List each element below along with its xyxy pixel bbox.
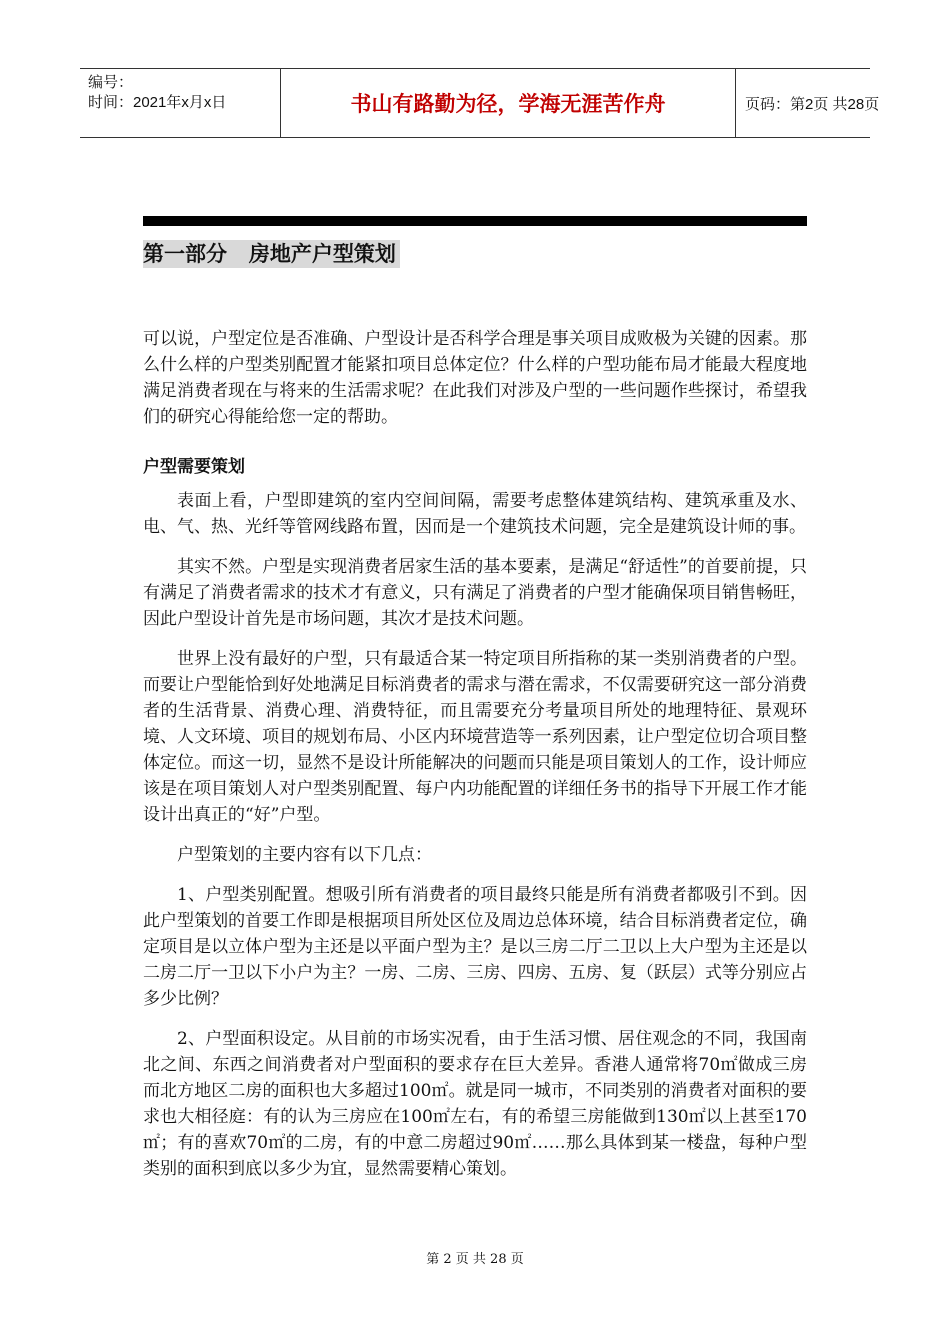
section-title: 户型需要策划 <box>143 457 245 477</box>
paragraph-2: 其实不然。户型是实现消费者居家生活的基本要素，是满足“舒适性”的首要前提，只有满足了消费者需求的技术才有意义，只有满足了消费者的户型才能确保项目销售畅旺，因此户型设计首先是市场问题，其次才是技术问题。 <box>143 557 807 629</box>
document-body <box>143 326 807 1182</box>
header-meta <box>80 69 280 137</box>
page-header <box>80 68 880 138</box>
paragraph-6: 2、户型面积设定。从目前的市场实况看，由于生活习惯、居住观念的不同，我国南北之间、东西之间消费者对户型面积的要求存在巨大差异。香港人通常将70㎡做成三房而北方地区二房的面积也大多超过100㎡。就是同一城市，不同类别的消费者对面积的要求也大相径庭：有的认为三房应在100㎡左右，有的希望三房能做到130㎡以上甚至170㎡；有的喜欢70㎡的二房，有的中意二房超过90㎡……那么具体到某一楼盘，每种户型类别的面积到底以多少为宜，显然需要精心策划。 <box>143 1029 807 1179</box>
paragraph-4: 户型策划的主要内容有以下几点： <box>177 845 432 865</box>
intro-paragraph: 可以说，户型定位是否准确、户型设计是否科学合理是事关项目成败极为关键的因素。那么什么样的户型类别配置才能紧扣项目总体定位？什么样的户型功能布局才能最大程度地满足消费者现在与将来的生活需求呢？在此我们对涉及户型的一些问题作些探讨，希望我们的研究心得能给您一定的帮助。 <box>143 329 807 427</box>
paragraph-1: 表面上看，户型即建筑的室内空间间隔，需要考虑整体建筑结构、建筑承重及水、电、气、热、光纤等管网线路布置，因而是一个建筑技术问题，完全是建筑设计师的事。 <box>143 491 807 537</box>
part-title: 第一部分 房地产户型策划 <box>143 240 400 268</box>
header-time: 时间：2021年x月x日 <box>88 94 227 111</box>
page-footer: 第 2 页 共 28 页 <box>426 1252 524 1267</box>
header-motto: 书山有路勤为径，学海无涯苦作舟 <box>280 69 736 137</box>
header-page-code: 页码：第2页 共28页 <box>745 95 880 113</box>
header-number: 编号： <box>88 74 134 91</box>
section-divider-bar <box>143 216 807 226</box>
paragraph-3: 世界上没有最好的户型，只有最适合某一特定项目所指称的某一类别消费者的户型。而要让户型能恰到好处地满足目标消费者的需求与潜在需求，不仅需要研究这一部分消费者的生活背景、消费心理、消费特征，而且需要充分考量项目所处的地理特征、景观环境、人文环境、项目的规划布局、小区内环境营造等一系列因素，让户型定位切合项目整体定位。而这一切，显然不是设计所能解决的问题而只能是项目策划人的工作，设计师应该是在项目策划人对户型类别配置、每户内功能配置的详细任务书的指导下开展工作才能设计出真正的“好”户型。 <box>143 649 807 825</box>
paragraph-5: 1、户型类别配置。想吸引所有消费者的项目最终只能是所有消费者都吸引不到。因此户型策划的首要工作即是根据项目所处区位及周边总体环境，结合目标消费者定位，确定项目是以立体户型为主还是以平面户型为主？是以三房二厅二卫以上大户型为主还是以二房二厅一卫以下小户为主？一房、二房、三房、四房、五房、复（跃层）式等分别应占多少比例？ <box>143 885 807 1009</box>
